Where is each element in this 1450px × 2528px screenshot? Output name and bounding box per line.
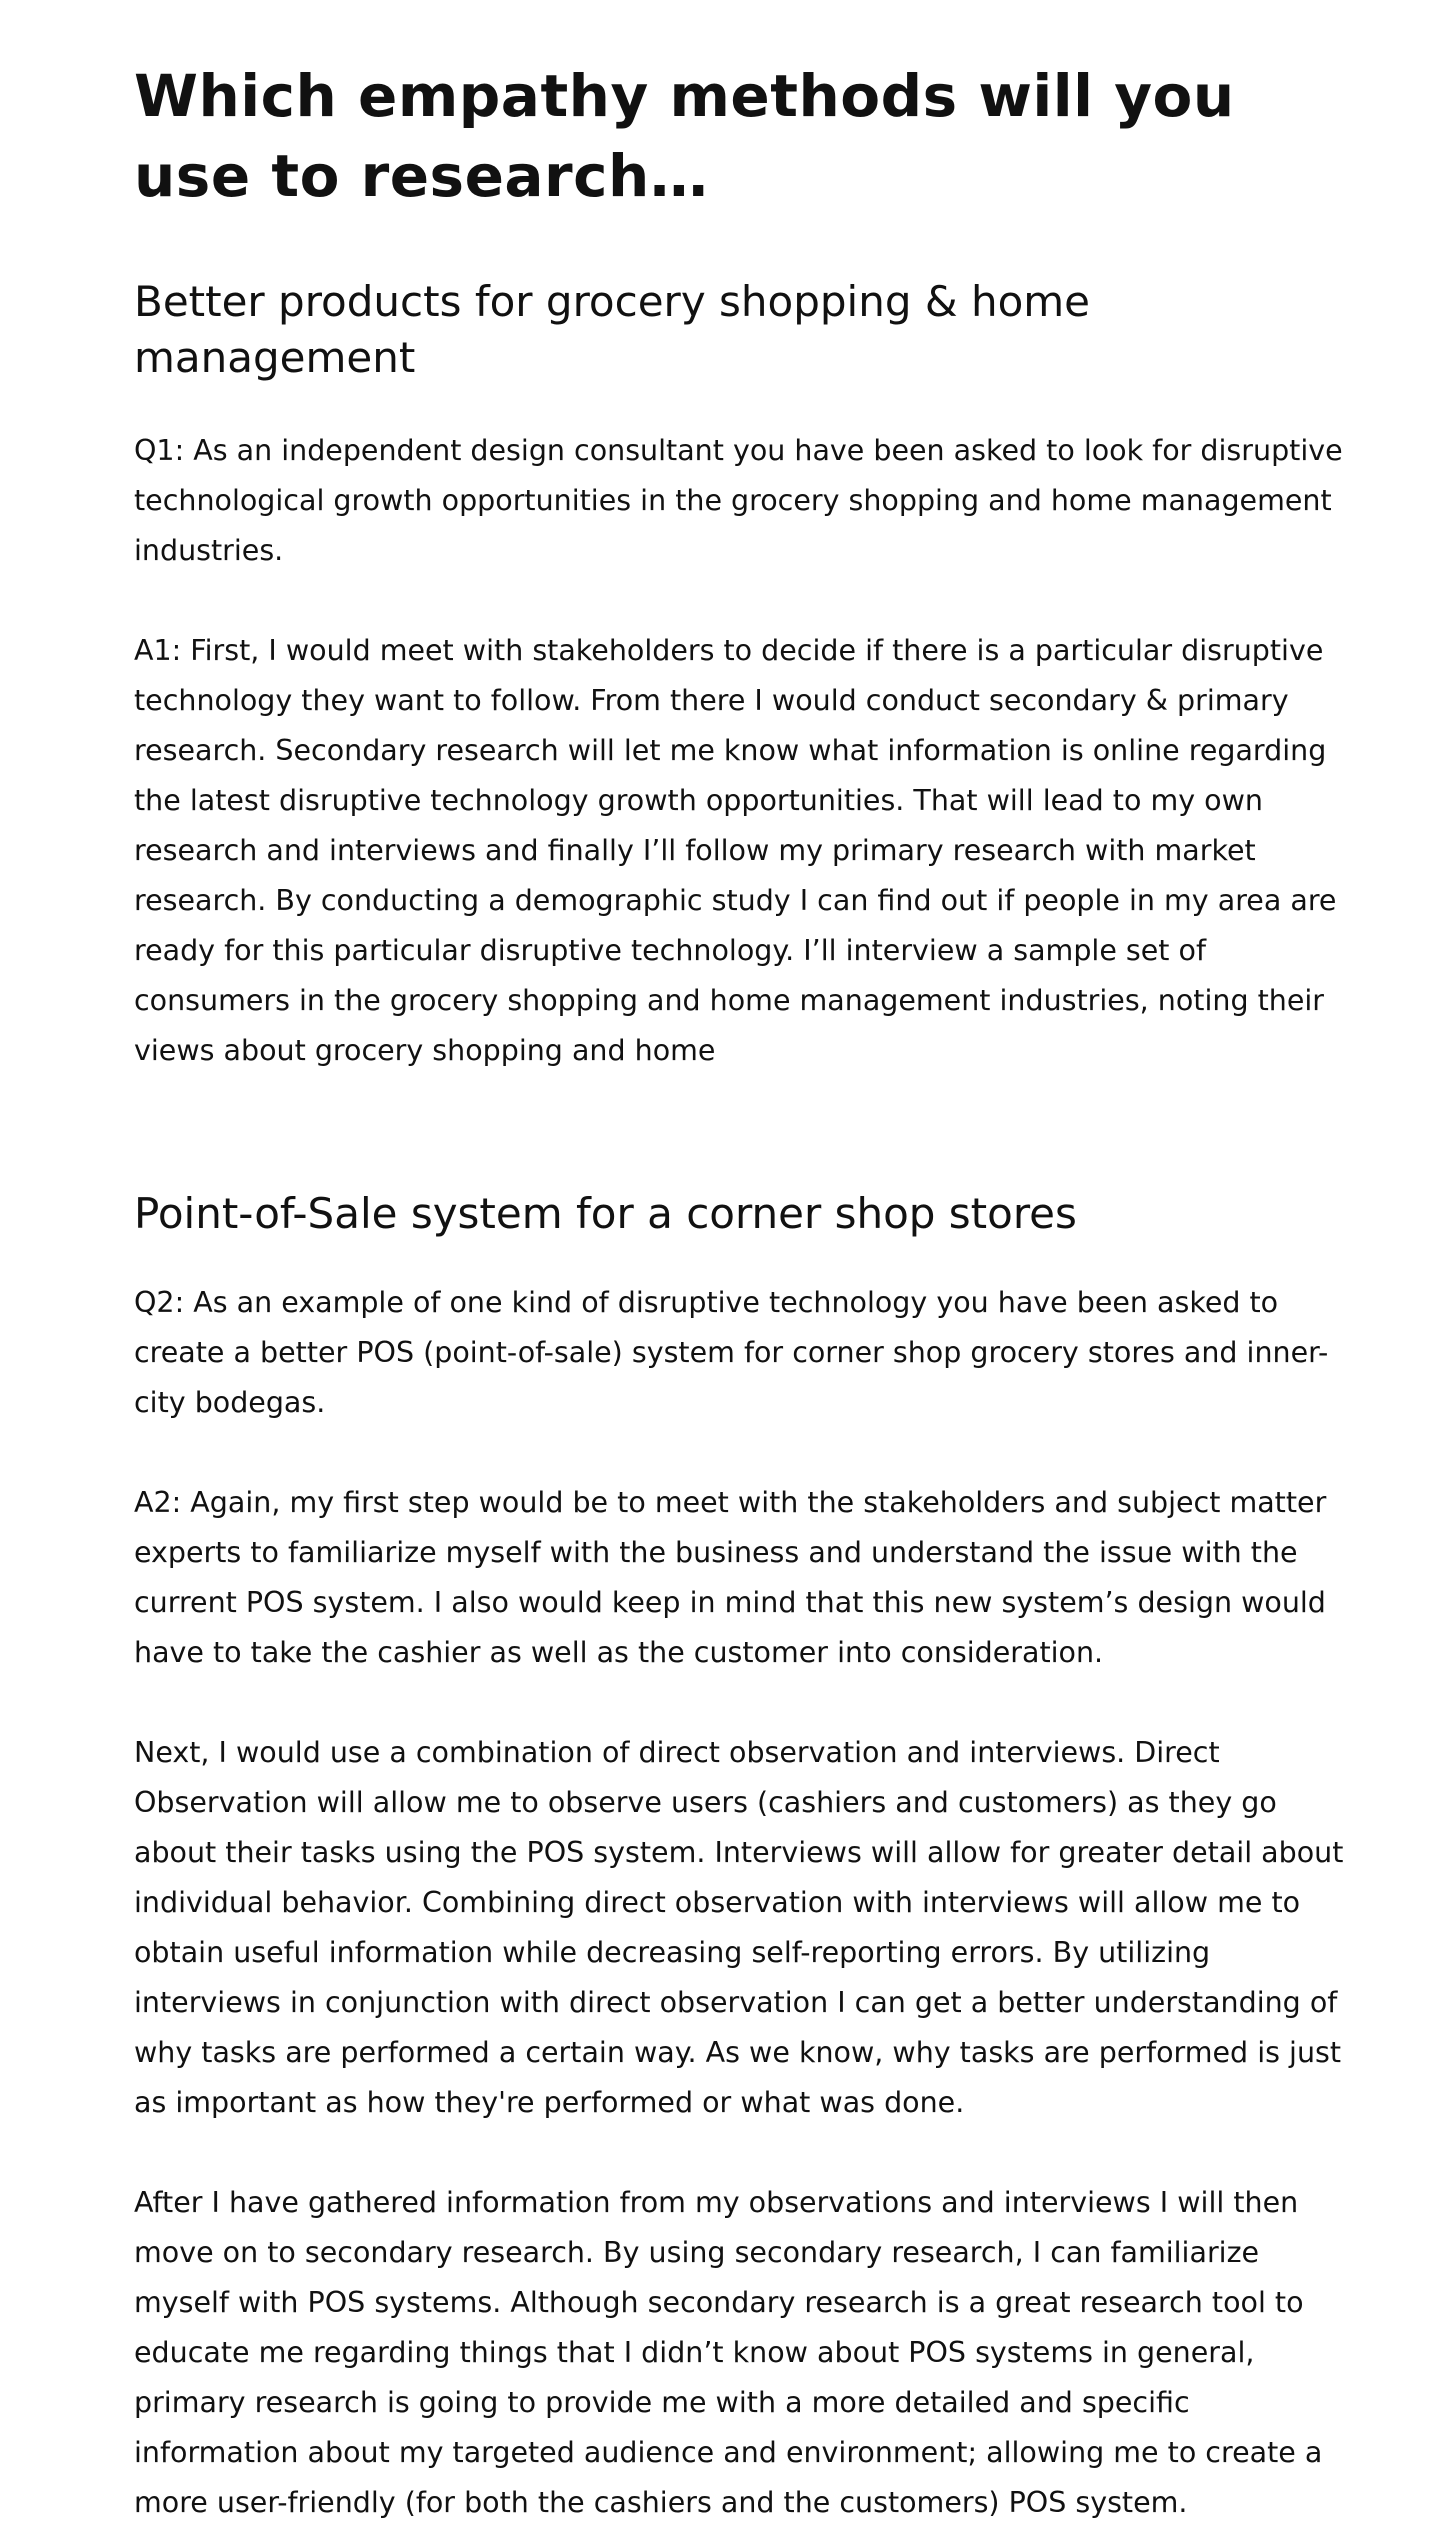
page-title: Which empathy methods will you use to research… [134,62,1235,210]
section-pos [134,1186,1349,2528]
section-heading-pos: Point-of-Sale system for a corner shop stores [134,1189,1077,1238]
answer-1: A1: First, I would meet with stakeholders to decide if there is a particular disruptive technology they want to follow. From there I would conduct secondary & primary research. Secondary research will let me know what information is online regarding the latest disruptive technology growth opportunities. That will lead to my own research and interviews and finally I’ll follow my primary research with market research. By conducting a demographic study I can find out if people in my area are ready for this particular disruptive technology. I’ll interview a sample set of consumers in the grocery shopping and home management industries, noting their views about grocery shopping and home [134,634,1337,1067]
answer-2-observation: Next, I would use a combination of direct observation and interviews. Direct Observation will allow me to observe users (cashiers and customers) as they go about their tasks using the POS system. Interviews will allow for greater detail about individual behavior. Combining direct observation with interviews will allow me to obtain useful information while decreasing self-reporting errors. By utilizing interviews in conjunction with direct observation I can get a better understanding of why tasks are performed a certain way. As we know, why tasks are performed is just as important as how they're performed or what was done. [134,1736,1344,2119]
section-grocery [134,274,1349,1076]
section-heading-grocery: Better products for grocery shopping & home management [134,277,1091,382]
answer-2-secondary-research: After I have gathered information from my observations and interviews I will then move on to secondary research. By using secondary research, I can familiarize myself with POS systems. Although secondary research is a great research tool to educate me regarding things that I didn’t know about POS systems in general, primary research is going to provide me with a more detailed and specific information about my targeted audience and environment; allowing me to create a more user-friendly (for both the cashiers and the customers) POS system. [134,2186,1323,2519]
question-1: Q1: As an independent design consultant you have been asked to look for disruptive technological growth opportunities in the grocery shopping and home management industries. [134,434,1343,567]
question-2: Q2: As an example of one kind of disruptive technology you have been asked to create a better POS (point-of-sale) system for corner shop grocery stores and inner-city bodegas. [134,1286,1329,1419]
article-content [134,0,1349,2528]
answer-2: A2: Again, my first step would be to meet with the stakeholders and subject matter experts to familiarize myself with the business and understand the issue with the current POS system. I also would keep in mind that this new system’s design would have to take the cashier as well as the customer into consideration. [134,1486,1327,1669]
